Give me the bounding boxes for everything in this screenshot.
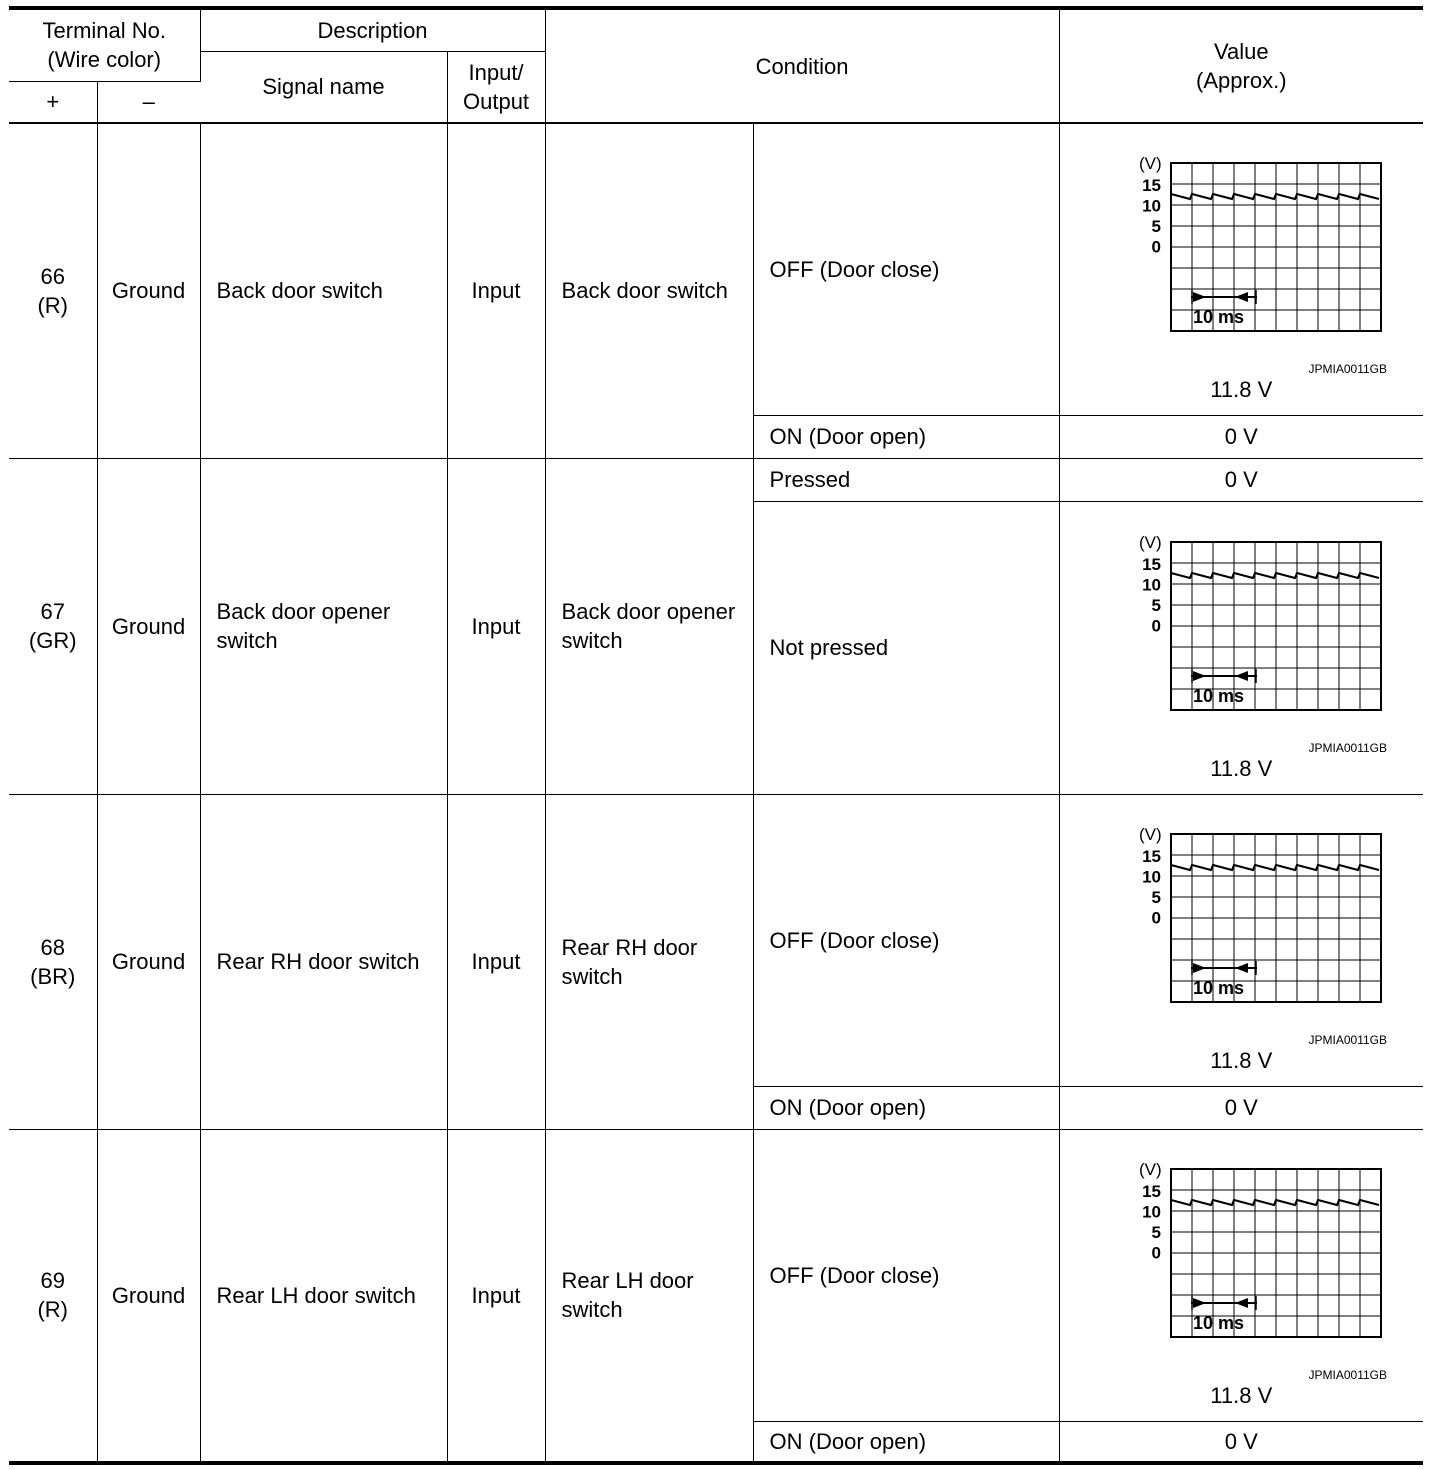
value-text: 11.8 V [1210, 1047, 1273, 1073]
waveform-svg [1091, 534, 1391, 754]
minus-terminal: Ground [97, 1129, 200, 1463]
waveform-unit-label: (V) [1139, 1160, 1162, 1179]
value-text: 0 V [1059, 415, 1423, 458]
condition-state: ON (Door open) [753, 1086, 1059, 1129]
wire-color: (GR) [28, 628, 77, 653]
minus-terminal: Ground [97, 794, 200, 1129]
header-io-line2: Output [463, 88, 530, 114]
terminal-spec-table [9, 6, 1423, 1465]
condition-state: OFF (Door close) [753, 794, 1059, 1086]
value-text: 11.8 V [1210, 376, 1273, 402]
header-value-line1: Value [1213, 39, 1269, 64]
waveform-y-tick: 5 [1151, 887, 1162, 907]
waveform-y-tick: 15 [1142, 554, 1162, 574]
header-condition: Condition [545, 8, 1059, 123]
waveform-time-label: 10 ms [1193, 977, 1245, 998]
time-arrow-left-icon [1235, 1298, 1248, 1308]
condition-state: ON (Door open) [753, 415, 1059, 458]
waveform-chart [1060, 1161, 1424, 1381]
header-description: Description [200, 8, 545, 51]
waveform-signal [1171, 573, 1379, 578]
time-arrow-left-icon [1235, 292, 1248, 302]
wire-color: (R) [37, 1297, 69, 1323]
header-value-line2: (Approx.) [1196, 68, 1287, 93]
value-text: 11.8 V [1210, 1382, 1273, 1408]
waveform-y-tick: 0 [1151, 908, 1162, 927]
table-row [9, 458, 1423, 501]
waveform-svg [1091, 155, 1391, 375]
condition-state: Pressed [753, 458, 1059, 501]
wire-color: (BR) [30, 963, 76, 989]
waveform-signal [1171, 1200, 1379, 1205]
table-row [9, 1129, 1423, 1421]
signal-name: Back door opener switch [200, 458, 447, 794]
minus-terminal: Ground [97, 458, 200, 794]
time-arrow-left-icon [1235, 963, 1248, 973]
header-value [1059, 8, 1423, 123]
table-row [9, 794, 1423, 1086]
terminal-cell [9, 1129, 97, 1463]
waveform-svg [1091, 1161, 1391, 1381]
header-signal-name: Signal name [200, 51, 447, 123]
condition-item: Rear LH door switch [545, 1129, 753, 1463]
header-terminal-no-text: Terminal No. [42, 18, 166, 44]
signal-name: Back door switch [200, 123, 447, 458]
time-arrow-right-icon [1193, 292, 1206, 302]
condition-state: Not pressed [753, 501, 1059, 794]
terminal-cell [9, 794, 97, 1129]
condition-item: Back door switch [545, 123, 753, 458]
value-text: 0 V [1059, 1421, 1423, 1463]
header-minus: – [97, 81, 200, 123]
waveform-y-tick: 10 [1142, 867, 1162, 886]
time-arrow-right-icon [1193, 671, 1206, 681]
header-io-line1: Input/ [468, 59, 524, 85]
terminal-number: 68 [40, 934, 65, 960]
waveform-grid [1171, 542, 1381, 710]
value-text: 0 V [1059, 458, 1423, 501]
terminal-number: 69 [40, 1268, 65, 1294]
value-cell [1059, 501, 1423, 794]
waveform-chart [1060, 826, 1424, 1046]
terminal-cell [9, 458, 97, 794]
time-arrow-right-icon [1193, 963, 1206, 973]
waveform-y-tick: 0 [1151, 237, 1162, 256]
waveform-time-label: 10 ms [1193, 306, 1245, 327]
condition-state: ON (Door open) [753, 1421, 1059, 1463]
terminal-cell [9, 123, 97, 458]
figure-code: JPMIA0011GB [1308, 1032, 1388, 1046]
waveform-y-tick: 5 [1151, 595, 1162, 615]
figure-code: JPMIA0011GB [1308, 740, 1388, 754]
signal-name: Rear LH door switch [200, 1129, 447, 1463]
waveform-y-tick: 10 [1142, 196, 1162, 215]
waveform-unit-label: (V) [1139, 154, 1162, 173]
waveform-time-label: 10 ms [1193, 1312, 1245, 1333]
input-output: Input [447, 123, 545, 458]
table-row [9, 123, 1423, 415]
terminal-number: 66 [40, 263, 65, 289]
waveform-y-tick: 0 [1151, 1243, 1162, 1262]
condition-state: OFF (Door close) [753, 1129, 1059, 1421]
input-output: Input [447, 458, 545, 794]
input-output: Input [447, 794, 545, 1129]
waveform-chart [1060, 155, 1424, 375]
waveform-y-tick: 15 [1142, 846, 1162, 866]
waveform-y-tick: 0 [1151, 616, 1162, 635]
condition-item: Back door opener switch [545, 458, 753, 794]
value-cell [1059, 123, 1423, 415]
figure-code: JPMIA0011GB [1308, 1367, 1388, 1381]
time-arrow-right-icon [1193, 1298, 1206, 1308]
condition-state: OFF (Door close) [753, 123, 1059, 415]
header-wire-color-text: (Wire color) [47, 47, 162, 73]
input-output: Input [447, 1129, 545, 1463]
terminal-number: 67 [40, 599, 65, 624]
waveform-signal [1171, 865, 1379, 870]
waveform-unit-label: (V) [1139, 533, 1162, 552]
value-cell [1059, 1129, 1423, 1421]
signal-name: Rear RH door switch [200, 794, 447, 1129]
wire-color: (R) [37, 292, 69, 318]
header-plus: + [9, 81, 97, 123]
waveform-y-tick: 5 [1151, 216, 1162, 236]
value-text: 0 V [1059, 1086, 1423, 1129]
waveform-svg [1091, 826, 1391, 1046]
waveform-unit-label: (V) [1139, 825, 1162, 844]
waveform-y-tick: 15 [1142, 1181, 1162, 1201]
waveform-y-tick: 5 [1151, 1222, 1162, 1242]
waveform-grid [1171, 163, 1381, 331]
minus-terminal: Ground [97, 123, 200, 458]
figure-code: JPMIA0011GB [1308, 361, 1388, 375]
header-input-output [447, 51, 545, 123]
condition-item: Rear RH door switch [545, 794, 753, 1129]
waveform-chart [1060, 534, 1424, 754]
waveform-grid [1171, 1169, 1381, 1337]
waveform-time-label: 10 ms [1193, 685, 1245, 706]
value-cell [1059, 794, 1423, 1086]
time-arrow-left-icon [1235, 671, 1248, 681]
waveform-y-tick: 10 [1142, 575, 1162, 594]
waveform-grid [1171, 834, 1381, 1002]
value-text: 11.8 V [1210, 755, 1273, 781]
waveform-y-tick: 15 [1142, 175, 1162, 195]
header-terminal-no [9, 8, 200, 81]
waveform-y-tick: 10 [1142, 1202, 1162, 1221]
waveform-signal [1171, 194, 1379, 199]
